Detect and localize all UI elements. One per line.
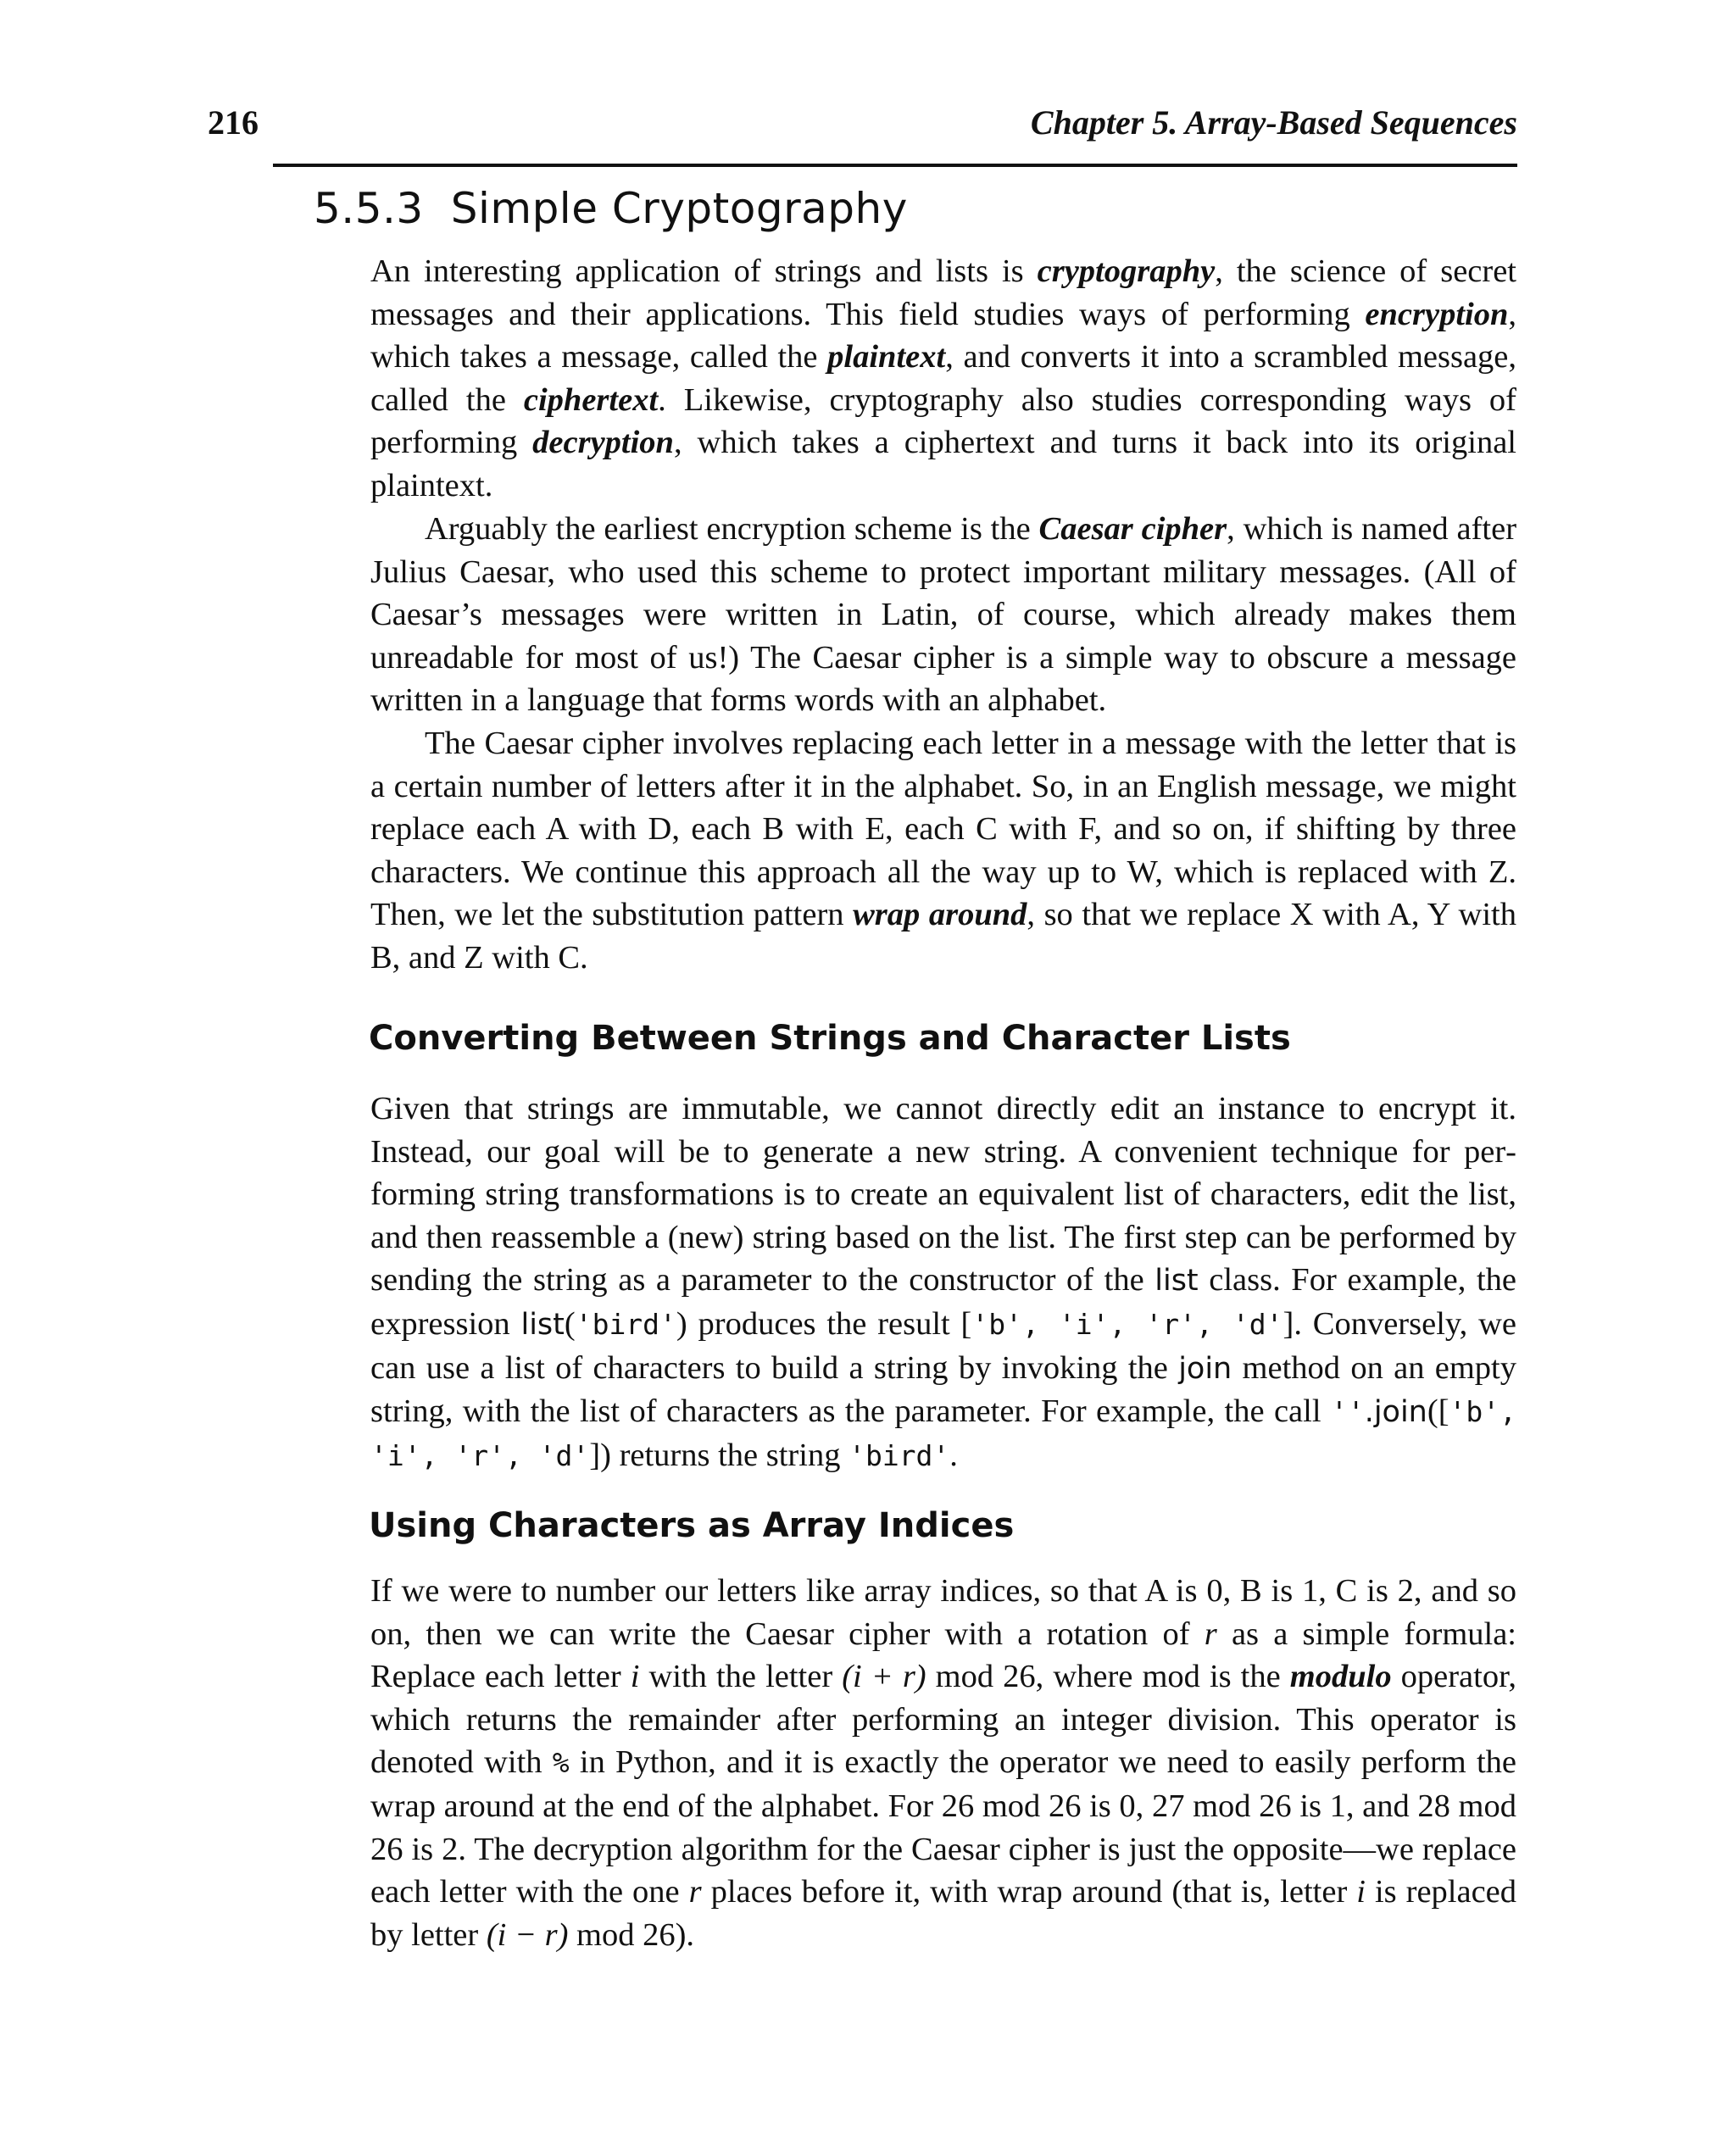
paragraph-cryptography-intro: An interesting application of strings and lists is cryptography, the science of secret messages and their applications. This field studies ways of performing encryption, which takes a message, called the plaintext, and converts it into a scrambled message, called the ciphertext. Likewise, cryptography also studies corresponding ways of performing decryption, which takes a ciphertext and turns it back into its original plaintext. bbox=[370, 253, 1516, 503]
paragraph-string-lists: Given that strings are immutable, we cannot directly edit an instance to encrypt it. Instead, our goal will be to generate a new string. A convenient technique for performing string transformations is to create an equivalent list of characters, edit the list, and then reassemble a (new) string based on the list. The first step can be performed by sending the string as a parameter to the constructor of the list class. For example, the expression list('bird') produces the result ['b', 'i', 'r', 'd']. Conversely, we can use a list of characters to build a string by invoking the join method on an empty string, with the list of characters as the parameter. For example, the call ''.join(['b', 'i', 'r', 'd']) returns the string 'bird'. bbox=[370, 1091, 1517, 1473]
paragraph-array-indices: If we were to number our letters like array indices, so that A is 0, B is 1, C is 2, and so on, then we can write the Caesar cipher with a rotation of r as a simple formula: Replace each letter i with the letter (i + r) mod 26, where mod is the modulo operator, which returns the remainder after performing an integer division. This operator is denoted with % in Python, and it is exactly the operator we need to easily perform the wrap around at the end of the alphabet. For 26 mod 26 is 0, 27 mod 26 is 1, and 28 mod 26 is 2. The decryption algorithm for the Caesar cipher is just the opposite—we replace each letter with the one r places before it, with wrap around (that is, letter i is replaced by letter (i − r) mod 26). bbox=[370, 1573, 1517, 1953]
section-title-text: Simple Cryptography bbox=[450, 184, 908, 233]
term-caesar-cipher: Caesar cipher bbox=[1038, 511, 1227, 547]
term-ciphertext: ciphertext bbox=[523, 381, 659, 418]
code-char-list-arg: 'b', 'i', 'r', 'd' bbox=[370, 1395, 1516, 1472]
code-char-list: 'b', 'i', 'r', 'd' bbox=[971, 1307, 1283, 1341]
term-encryption: encryption bbox=[1365, 296, 1509, 332]
header-rule bbox=[273, 164, 1517, 167]
code-bird-result: 'bird' bbox=[849, 1438, 950, 1472]
var-r: r bbox=[1204, 1615, 1217, 1652]
term-wrap-around: wrap around bbox=[853, 897, 1027, 933]
term-modulo: modulo bbox=[1289, 1659, 1392, 1695]
subheading-indices: Using Characters as Array Indices bbox=[369, 1506, 1015, 1545]
var-i: i bbox=[1356, 1874, 1366, 1910]
running-head bbox=[208, 99, 1517, 147]
term-plaintext: plaintext bbox=[827, 339, 946, 375]
page-number: 216 bbox=[208, 103, 259, 142]
code-bird-literal: 'bird' bbox=[575, 1307, 676, 1341]
var-i: i bbox=[630, 1659, 640, 1695]
code-list-class: list bbox=[1155, 1264, 1199, 1299]
term-cryptography: cryptography bbox=[1037, 253, 1216, 289]
var-r: r bbox=[688, 1874, 702, 1910]
code-join-call: .join bbox=[1364, 1395, 1427, 1430]
subheading-converting: Converting Between Strings and Character Lists bbox=[369, 1019, 1291, 1058]
section-title bbox=[314, 178, 908, 239]
code-empty-string: '' bbox=[1330, 1395, 1365, 1429]
code-percent-operator: % bbox=[552, 1746, 570, 1780]
expr-i-plus-r: (i + r) bbox=[842, 1659, 926, 1695]
term-decryption: decryption bbox=[532, 425, 674, 461]
chapter-title: Chapter 5. Array-Based Sequences bbox=[1030, 103, 1517, 142]
code-join-method: join bbox=[1178, 1351, 1232, 1386]
paragraph-caesar-shift: The Caesar cipher involves replacing each letter in a message with the letter that is a certain number of letters after it in the alphabet. So, in an English message, we might replace each A with D, each B with E, each C with F, and so on, if shifting by three characters. We continue this approach all the way up to W, which is replaced with Z. Then, we let the substitution pattern wrap around, so that we replace X with A, Y with B, and Z with C. bbox=[370, 726, 1516, 976]
code-list-call: list bbox=[520, 1307, 565, 1342]
paragraph-caesar-cipher: Arguably the earliest encryption scheme is the Caesar cipher, which is named after Julius Caesar, who used this scheme to protect important military messages. (All of Caesar’s messages were written in Latin, of course, which already makes them unreadable for most of us!) The Caesar cipher is a simple way to obscure a message written in a language that forms words with an alphabet. bbox=[370, 511, 1517, 719]
section-number: 5.5.3 bbox=[314, 184, 424, 233]
expr-i-minus-r: (i − r) bbox=[486, 1916, 569, 1953]
